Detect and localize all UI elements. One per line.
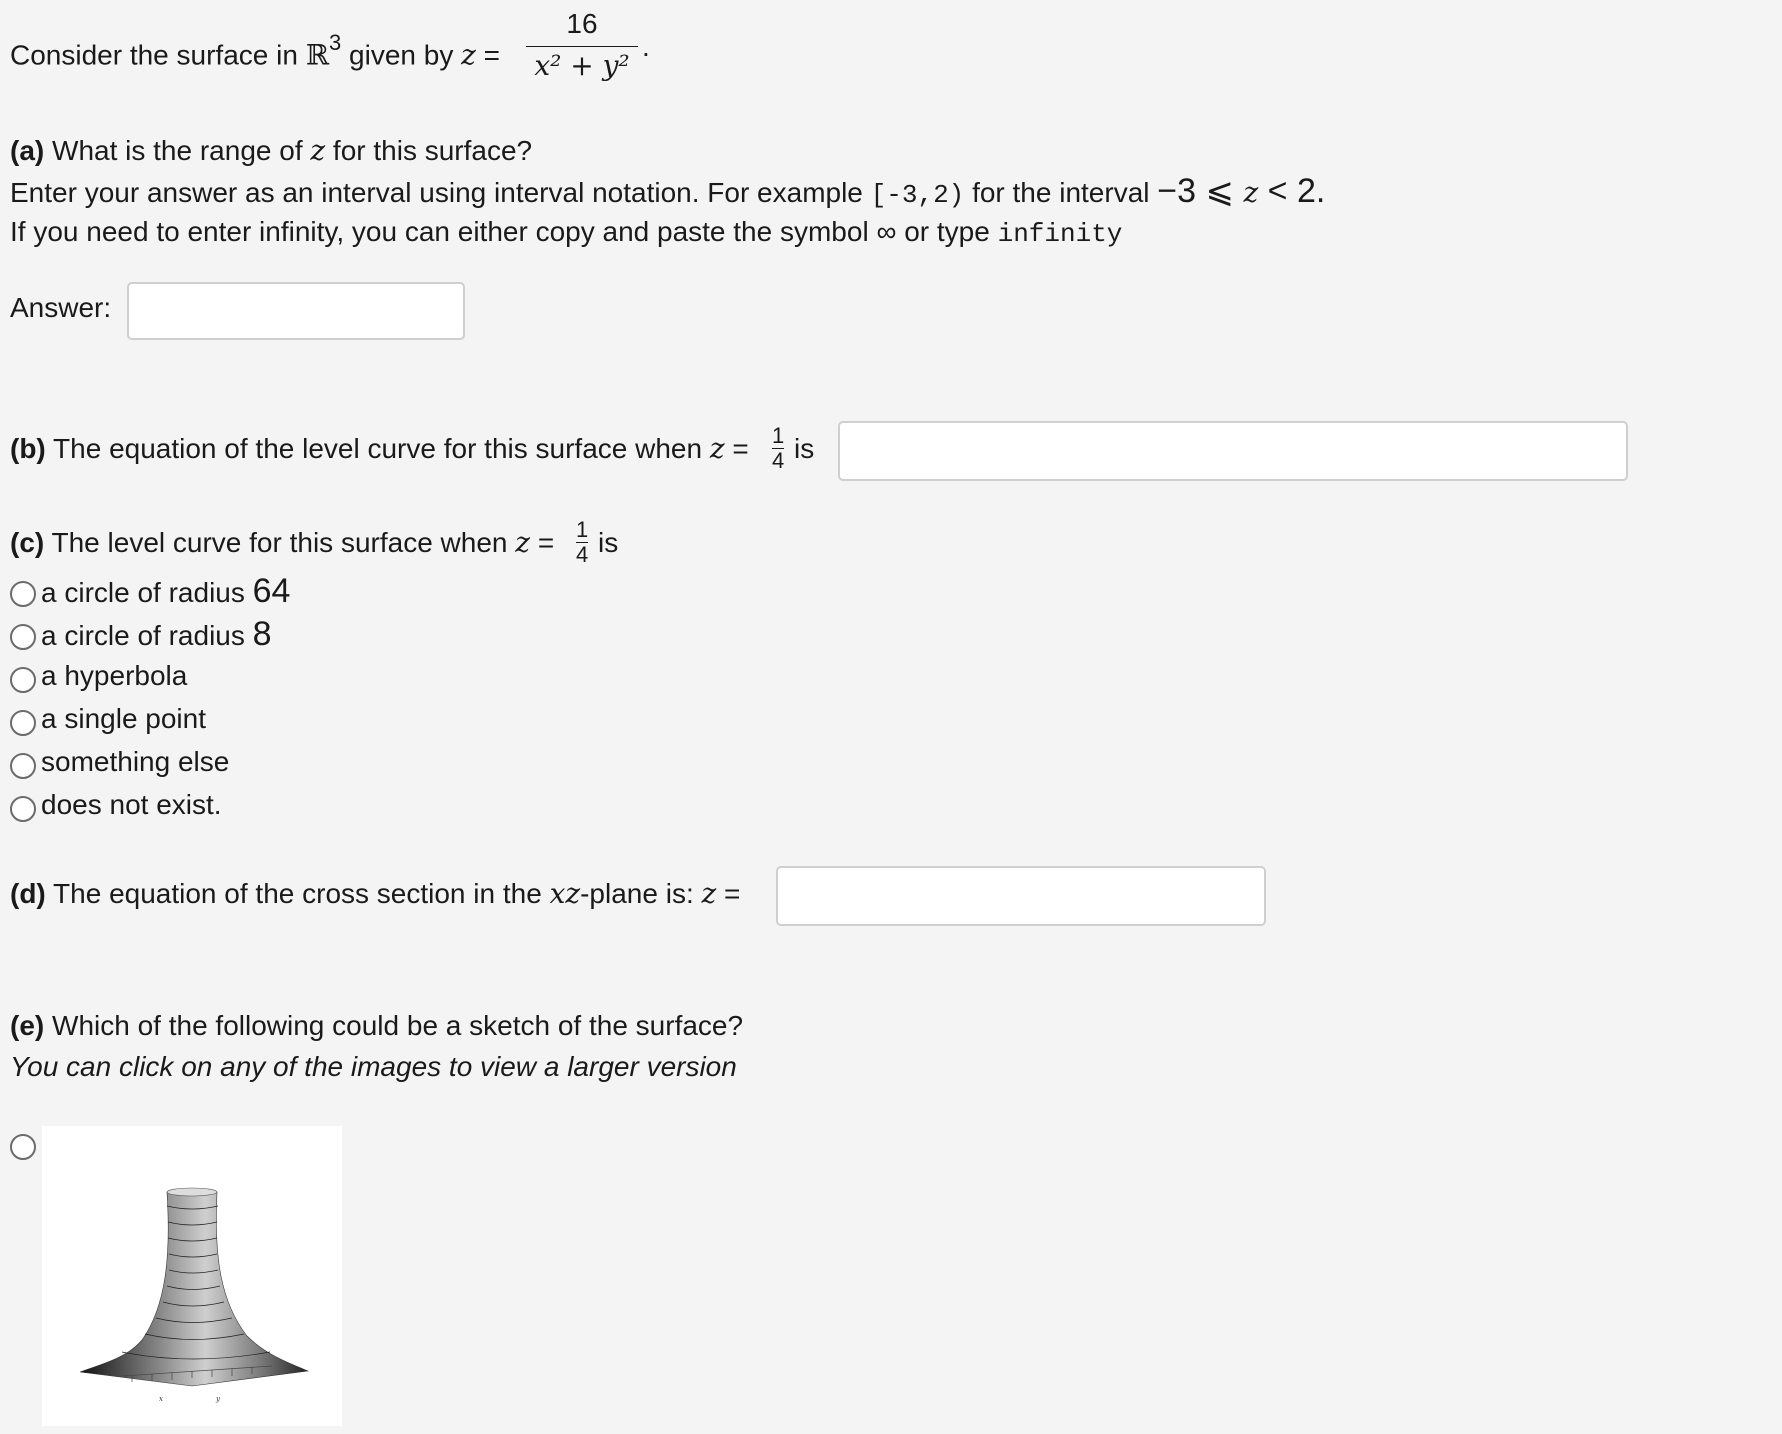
plot-axis-x-label: x: [159, 1395, 163, 1403]
option-radio-something-else[interactable]: [10, 753, 36, 779]
option-label-something-else: something else: [41, 746, 230, 777]
surface-shape: [80, 1192, 308, 1386]
option-label-does-not-exist: does not exist.: [41, 789, 222, 820]
option-radio-circle-8[interactable]: [10, 624, 36, 650]
option-label-circle-8: a circle of radius 8: [41, 615, 272, 653]
part-b-answer-input[interactable]: [838, 421, 1628, 481]
option-radio-hyperbola[interactable]: [10, 667, 36, 693]
surface-top-cap: [167, 1188, 217, 1196]
part-e-label: (e): [10, 1010, 45, 1041]
part-a-instructions: Enter your answer as an interval using interval notation. For example [-3,2) for the interval −3 ⩽ z < 2.: [10, 172, 1326, 210]
intro-given: given by: [341, 39, 462, 71]
sketch-option-radio[interactable]: [10, 1134, 36, 1160]
part-a-question: (a) What is the range of z for this surface?: [10, 134, 533, 167]
z-variable: z: [461, 38, 476, 72]
intro-line: [10, 30, 500, 72]
part-e-hint: You can click on any of the images to view a larger version: [10, 1051, 737, 1082]
part-d-answer-input[interactable]: [776, 866, 1266, 926]
intro-prefix: Consider the surface in: [10, 39, 306, 71]
part-b-is: is: [794, 433, 815, 464]
option-label-hyperbola: a hyperbola: [41, 660, 188, 691]
part-a-label: (a): [10, 135, 45, 166]
space-symbol: ℝ: [305, 38, 329, 72]
space-exponent: 3: [329, 30, 342, 55]
surface-sketch-image[interactable]: [42, 1126, 342, 1426]
infinity-symbol: ∞: [876, 216, 897, 247]
option-label-circle-64: a circle of radius 64: [41, 572, 291, 610]
part-c-label: (c): [10, 527, 45, 558]
part-c-is: is: [598, 527, 619, 558]
main-fraction: [526, 6, 638, 85]
plot-axis-y-label: y: [216, 1395, 220, 1403]
example-interval-code: [-3,2): [870, 180, 965, 210]
intro-equals: =: [475, 39, 501, 71]
option-radio-does-not-exist[interactable]: [10, 796, 36, 822]
part-c-fraction: $\frac{1}{4}$: [576, 517, 589, 567]
part-a-answer-input[interactable]: [127, 282, 465, 340]
part-b-fraction: $\frac{1}{4}$: [772, 423, 785, 473]
answer-label: Answer:: [10, 292, 112, 323]
surface-plot-svg: [42, 1126, 342, 1426]
part-b-label: (b): [10, 433, 46, 464]
option-radio-single-point[interactable]: [10, 710, 36, 736]
fraction-numerator: 16: [566, 8, 598, 39]
part-d-label: (d): [10, 878, 46, 909]
part-c-question: (c) The level curve for this surface when z =: [10, 526, 555, 559]
option-radio-circle-64[interactable]: [10, 581, 36, 607]
part-a-infinity-note: If you need to enter infinity, you can either copy and paste the symbol ∞ or type infinity: [10, 216, 1123, 249]
part-d-question: (d) The equation of the cross section in the xz-plane is: z =: [10, 877, 741, 910]
part-b-question: (b) The equation of the level curve for this surface when z =: [10, 432, 749, 465]
infinity-code: infinity: [997, 219, 1123, 249]
fraction-denominator: x² + y²: [534, 49, 630, 82]
part-e-question: (e) Which of the following could be a sketch of the surface?: [10, 1010, 744, 1041]
intro-period: .: [642, 31, 650, 62]
option-label-single-point: a single point: [41, 703, 207, 734]
